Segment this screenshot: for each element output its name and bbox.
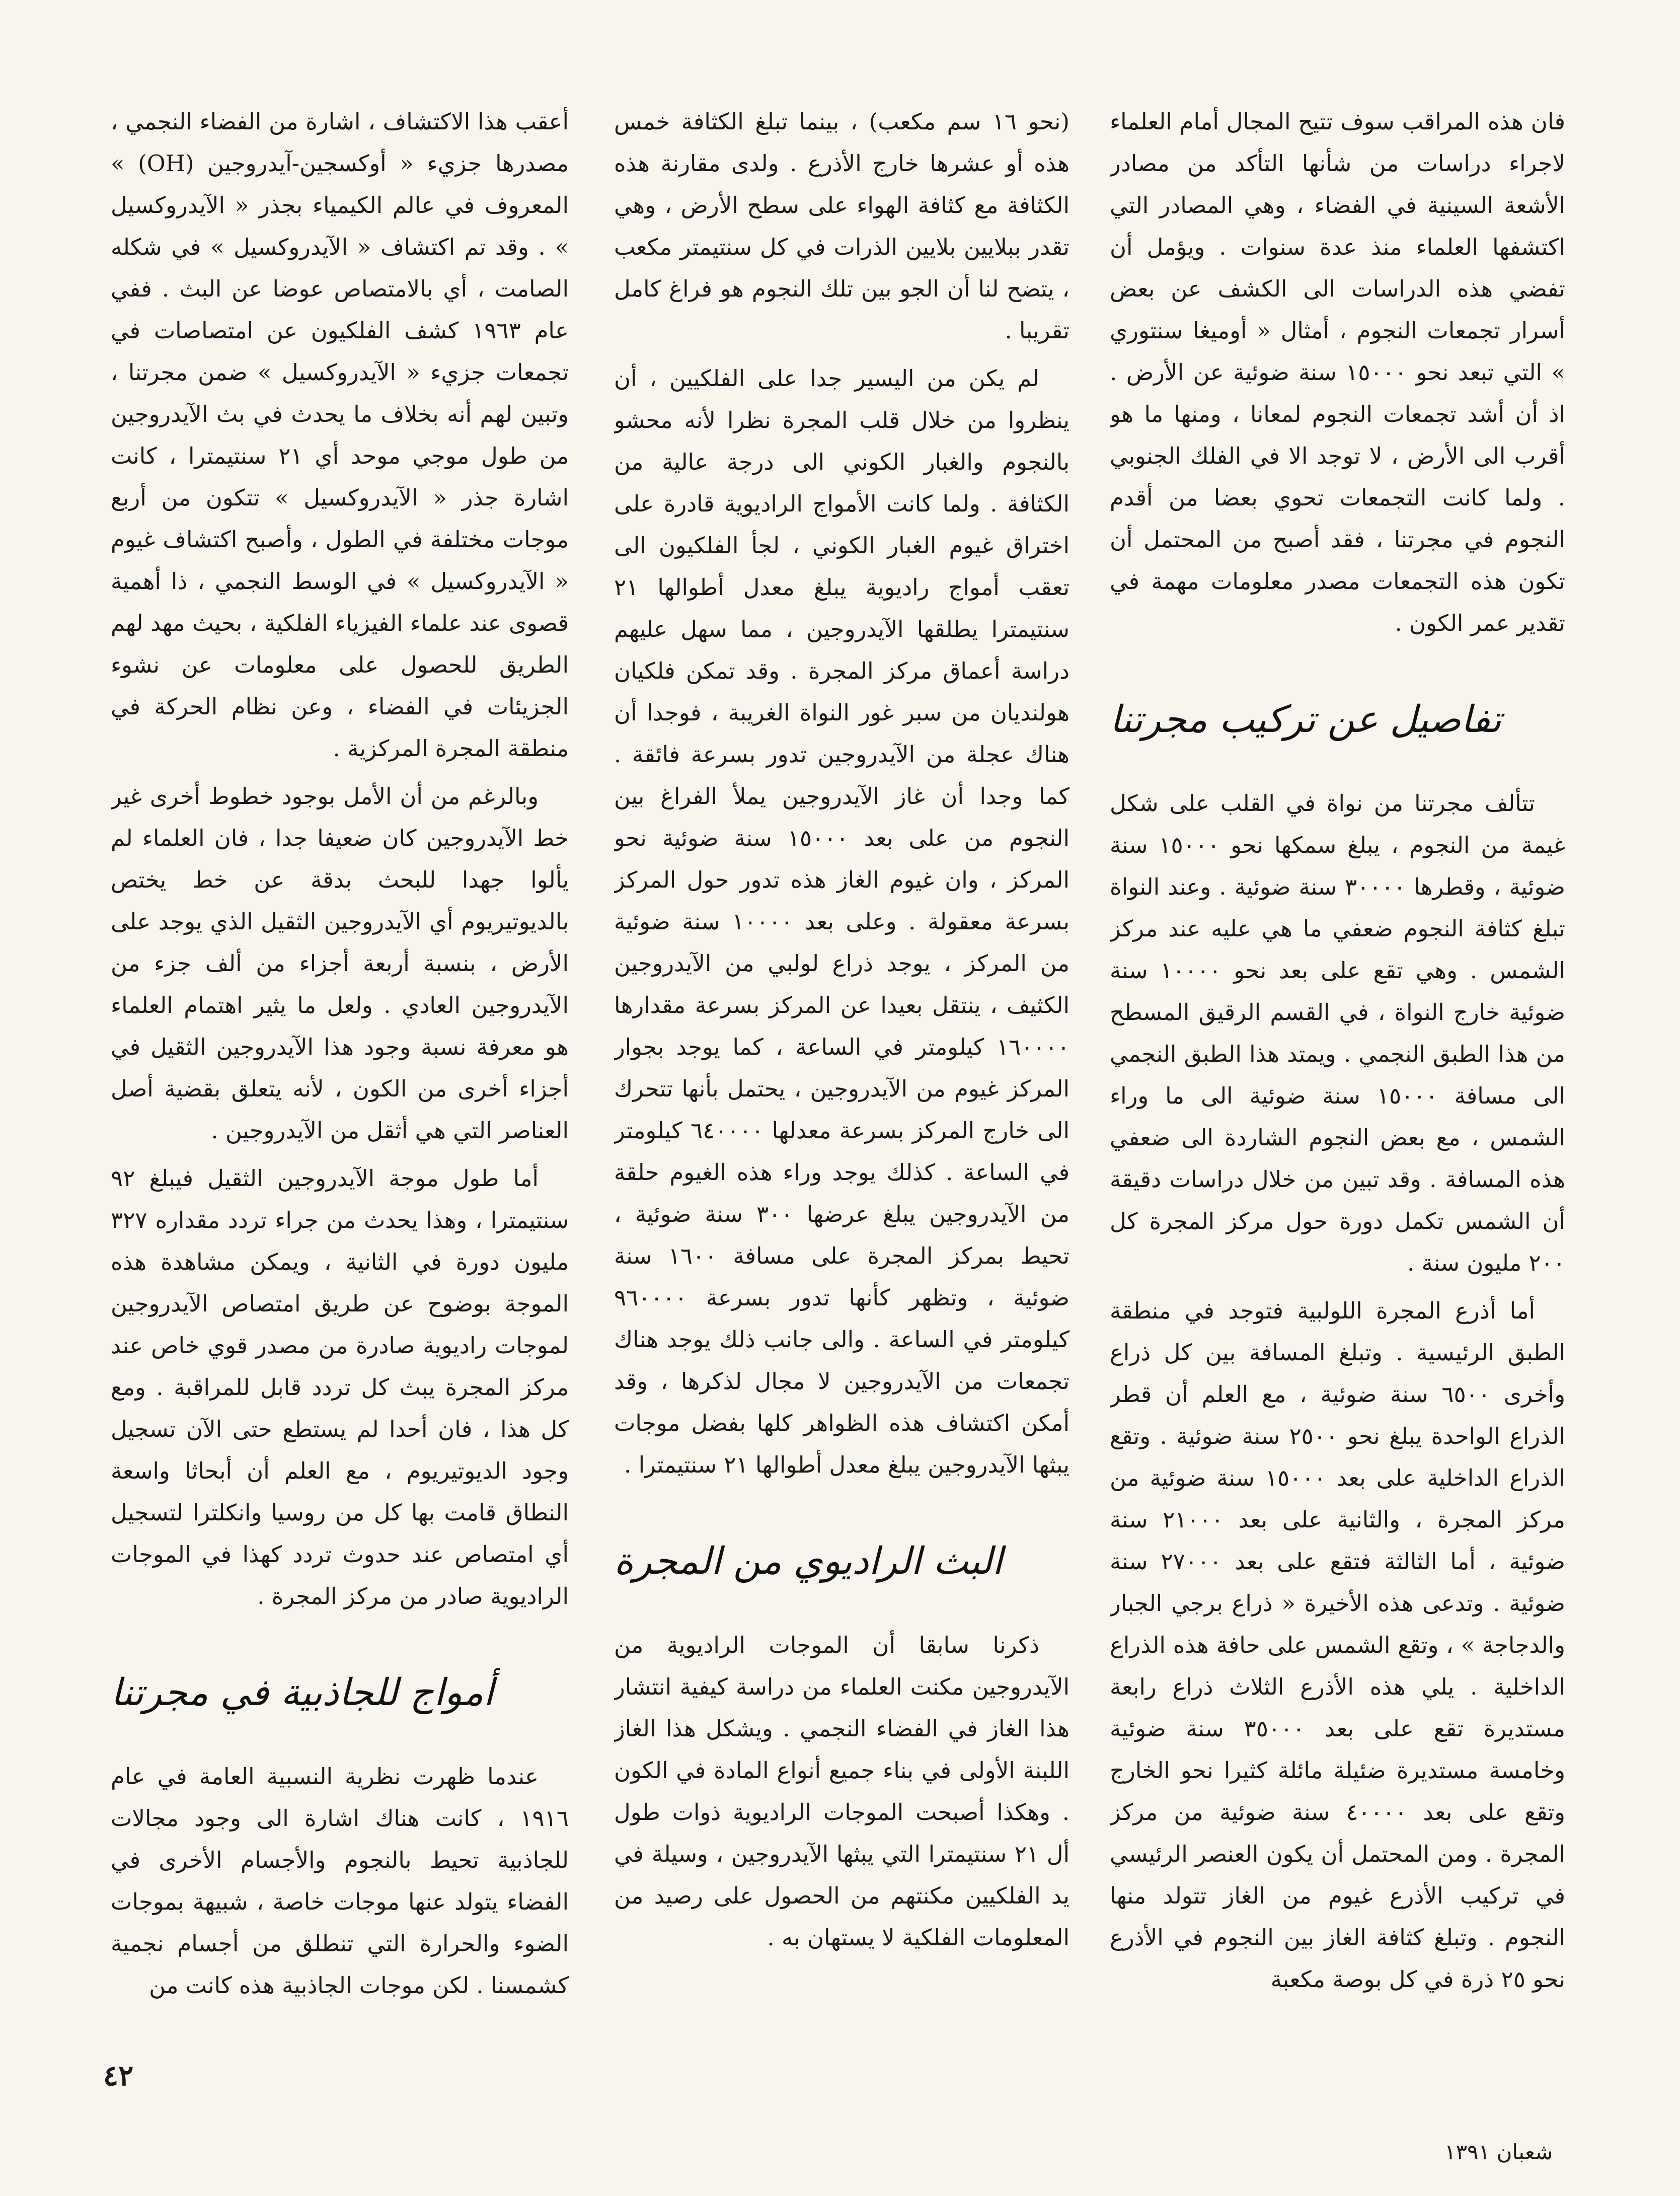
section-heading: البث الراديوي من المجرة <box>614 1540 1003 1583</box>
issue-date: شعبان ١٣٩١ <box>1444 2140 1553 2164</box>
column-right <box>1110 101 1565 2119</box>
section-heading: أمواج للجاذبية في مجرتنا <box>111 1671 494 1714</box>
paragraph: تتألف مجرتنا من نواة في القلب على شكل غيمة من النجوم ، يبلغ سمكها نحو ١٥٠٠٠ سنة ضوئية ، وقطرها ٣٠٠٠٠ سنة ضوئية . وعند النواة تبلغ كثافة النجوم ضعفي ما هي عليه عند مركز الشمس . وهي تقع على بعد نحو ١٠٠٠٠ سنة ضوئية خارج النواة ، في القسم الرقيق المسطح من هذا الطبق النجمي . ويمتد هذا الطبق النجمي الى مسافة ١٥٠٠٠ سنة ضوئية الى ما وراء الشمس ، مع بعض النجوم الشاردة الى ضعفي هذه المسافة . وقد تبين من خلال دراسات دقيقة أن الشمس تكمل دورة حول مركز المجرة كل ٢٠٠ مليون سنة . <box>1110 790 1565 1276</box>
column-left <box>111 101 569 2119</box>
paragraph: أعقب هذا الاكتشاف ، اشارة من الفضاء النجمي ، مصدرها جزيء « أوكسجين-آيدروجين (OH) » المعروف في عالم الكيمياء بجذر « الآيدروكسيل » . وقد تم اكتشاف « الآيدروكسيل » في شكله الصامت ، أي بالامتصاص عوضا عن البث . ففي عام ١٩٦٣ كشف الفلكيون عن امتصاصات في تجمعات جزيء « الآيدروكسيل » ضمن مجرتنا ، وتبين لهم أنه بخلاف ما يحدث في بث الآيدروجين من طول موجي موحد أي ٢١ سنتيمترا ، كانت اشارة جذر « الآيدروكسيل » تتكون من أربع موجات مختلفة في الطول ، وأصبح اكتشاف غيوم « الآيدروكسيل » في الوسط النجمي ، ذا أهمية قصوى عند علماء الفيزياء الفلكية ، بحيث مهد لهم الطريق للحصول على معلومات عن نشوء الجزيئات في الفضاء ، وعن نظام الحركة في منطقة المجرة المركزية . <box>111 108 569 762</box>
paragraph: عندما ظهرت نظرية النسبية العامة في عام ١٩١٦ ، كانت هناك اشارة الى وجود مجالات للجاذبية تحيط بالنجوم والأجسام الأخرى في الفضاء يتولد عنها موجات خاصة ، شبيهة بموجات الضوء والحرارة التي تنطلق من أجسام نجمية كشمسنا . لكن موجات الجاذبية هذه كانت من <box>111 1763 569 1999</box>
section-heading: تفاصيل عن تركيب مجرتنا <box>1110 698 1502 741</box>
paragraph: فان هذه المراقب سوف تتيح المجال أمام العلماء لاجراء دراسات من شأنها التأكد من مصادر الأشعة السينية في الفضاء ، وهي المصادر التي اكتشفها العلماء منذ عدة سنوات . ويؤمل أن تفضي هذه الدراسات الى الكشف عن بعض أسرار تجمعات النجوم ، أمثال « أوميغا سنتوري » التي تبعد نحو ١٥٠٠٠ سنة ضوئية عن الأرض . اذ أن أشد تجمعات النجوم لمعانا ، ومنها ما هو أقرب الى الأرض ، لا توجد الا في الفلك الجنوبي . ولما كانت التجمعات تحوي بعضا من أقدم النجوم في مجرتنا ، فقد أصبح من المحتمل أن تكون هذه التجمعات مصدر معلومات مهمة في تقدير عمر الكون . <box>1110 108 1565 636</box>
paragraph: لم يكن من اليسير جدا على الفلكيين ، أن ينظروا من خلال قلب المجرة نظرا لأنه محشو بالنجوم والغبار الكوني الى درجة عالية من الكثافة . ولما كانت الأمواج الراديوية قادرة على اختراق غيوم الغبار الكوني ، لجأ الفلكيون الى تعقب أمواج راديوية يبلغ معدل أطوالها ٢١ سنتيمترا يطلقها الآيدروجين ، مما سهل عليهم دراسة أعماق مركز المجرة . وقد تمكن فلكيان هولنديان من سبر غور النواة الغريبة ، فوجدا أن هناك عجلة من الآيدروجين تدور بسرعة فائقة . كما وجدا أن غاز الآيدروجين يملأ الفراغ بين النجوم من على بعد ١٥٠٠٠ سنة ضوئية نحو المركز ، وان غيوم الغاز هذه تدور حول المركز بسرعة معقولة . وعلى بعد ١٠٠٠٠ سنة ضوئية من المركز ، يوجد ذراع لولبي من الآيدروجين الكثيف ، ينتقل بعيدا عن المركز بسرعة مقدارها ١٦٠٠٠٠ كيلومتر في الساعة ، كما يوجد بجوار المركز غيوم من الآيدروجين ، يحتمل بأنها تتحرك الى خارج المركز بسرعة معدلها ٦٤٠٠٠٠ كيلومتر في الساعة . كذلك يوجد وراء هذه الغيوم حلقة من الآيدروجين يبلغ عرضها ٣٠٠ سنة ضوئية ، تحيط بمركز المجرة على مسافة ١٦٠٠ سنة ضوئية ، وتظهر كأنها تدور بسرعة ٩٦٠٠٠٠ كيلومتر في الساعة . والى جانب ذلك يوجد هناك تجمعات من الآيدروجين لا مجال لذكرها ، وقد أمكن اكتشاف هذه الظواهر كلها بفضل موجات يبثها الآيدروجين يبلغ معدل أطوالها ٢١ سنتيمترا . <box>614 365 1070 1478</box>
paragraph: أما أذرع المجرة اللولبية فتوجد في منطقة الطبق الرئيسية . وتبلغ المسافة بين كل ذراع وأخرى ٦٥٠٠ سنة ضوئية ، مع العلم أن قطر الذراع الواحدة يبلغ نحو ٢٥٠٠ سنة ضوئية . وتقع الذراع الداخلية على بعد ١٥٠٠٠ سنة ضوئية من مركز المجرة ، والثانية على بعد ٢١٠٠٠ سنة ضوئية ، أما الثالثة فتقع على بعد ٢٧٠٠٠ سنة ضوئية . وتدعى هذه الأخيرة « ذراع برجي الجبار والدجاجة » ، وتقع الشمس على حافة هذه الذراع الداخلية . يلي هذه الأذرع الثلاث ذراع رابعة مستديرة تقع على بعد ٣٥٠٠٠ سنة ضوئية وخامسة مستديرة ضئيلة مائلة كثيرا نحو الخارج وتقع على بعد ٤٠٠٠٠ سنة ضوئية من مركز المجرة . ومن المحتمل أن يكون العنصر الرئيسي في تركيب الأذرع غيوم من الغاز تتولد منها النجوم . وتبلغ كثافة الغاز بين النجوم في الأذرع نحو ٢٥ ذرة في كل بوصة مكعبة <box>1110 1297 1565 1993</box>
column-middle <box>614 101 1070 2119</box>
paragraph: أما طول موجة الآيدروجين الثقيل فيبلغ ٩٢ سنتيمترا ، وهذا يحدث من جراء تردد مقداره ٣٢٧ مليون دورة في الثانية ، ويمكن مشاهدة هذه الموجة بوضوح عن طريق امتصاص الآيدروجين لموجات راديوية صادرة من مصدر قوي خاص عند مركز المجرة يبث كل تردد قابل للمراقبة . ومع كل هذا ، فان أحدا لم يستطع حتى الآن تسجيل وجود الديوتيريوم ، مع العلم أن أبحاثا واسعة النطاق قامت بها كل من روسيا وانكلترا لتسجيل أي امتصاص عند حدوث تردد كهذا في الموجات الراديوية صادر من مركز المجرة . <box>111 1165 569 1609</box>
paragraph: ذكرنا سابقا أن الموجات الراديوية من الآيدروجين مكنت العلماء من دراسة كيفية انتشار هذا الغاز في الفضاء النجمي . ويشكل هذا الغاز اللبنة الأولى في بناء جميع أنواع المادة في الكون . وهكذا أصبحت الموجات الراديوية ذوات طول أل ٢١ سنتيمترا التي يبثها الآيدروجين ، وسيلة في يد الفلكيين مكنتهم من الحصول على رصيد من المعلومات الفلكية لا يستهان به . <box>614 1632 1070 1951</box>
paragraph: (نحو ١٦ سم مكعب) ، بينما تبلغ الكثافة خمس هذه أو عشرها خارج الأذرع . ولدى مقارنة هذه الكثافة مع كثافة الهواء على سطح الأرض ، وهي تقدر ببلايين بلايين الذرات في كل سنتيمتر مكعب ، يتضح لنا أن الجو بين تلك النجوم هو فراغ كامل تقريبا . <box>614 108 1070 344</box>
paragraph: وبالرغم من أن الأمل بوجود خطوط أخرى غير خط الآيدروجين كان ضعيفا جدا ، فان العلماء لم يألوا جهدا للبحث بدقة عن خط يختص بالديوتيريوم أي الآيدروجين الثقيل الذي يوجد على الأرض ، بنسبة أربعة أجزاء من ألف جزء من الآيدروجين العادي . ولعل ما يثير اهتمام العلماء هو معرفة نسبة وجود هذا الآيدروجين الثقيل في أجزاء أخرى من الكون ، لأنه يتعلق بقضية أصل العناصر التي هي أثقل من الآيدروجين . <box>111 783 569 1144</box>
page-number: ٤٢ <box>103 2059 134 2092</box>
